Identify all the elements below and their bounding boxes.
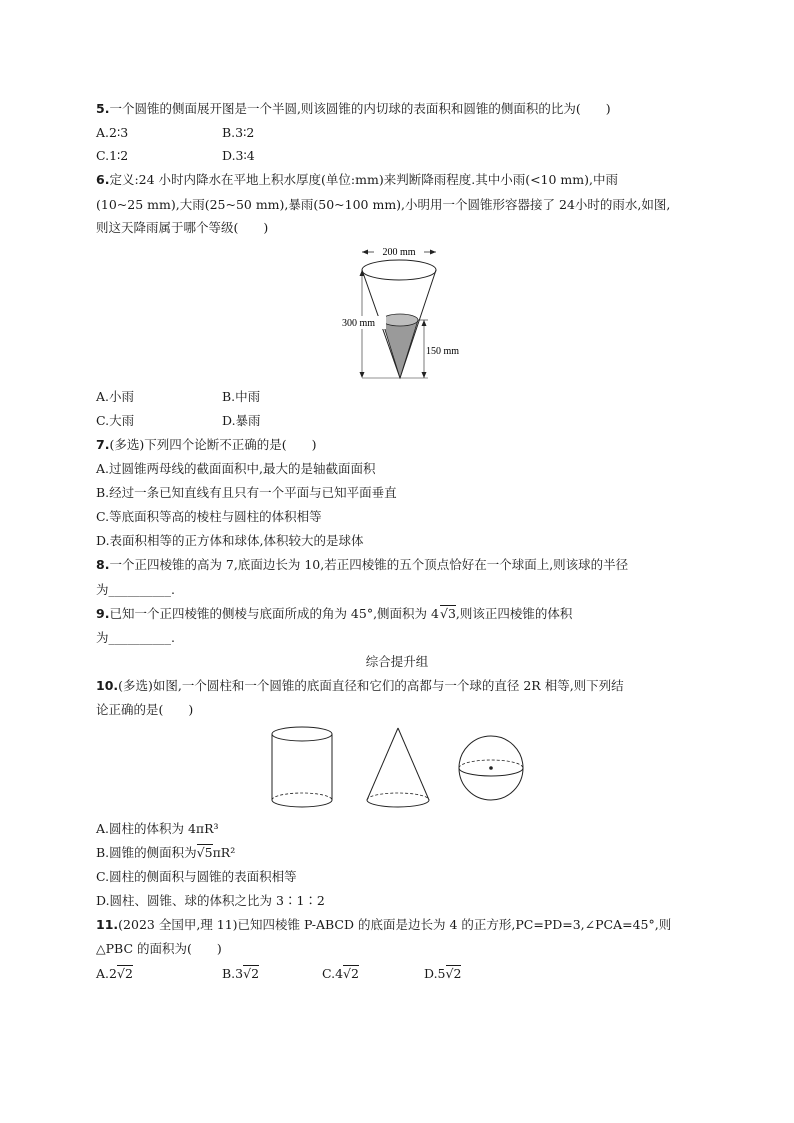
q5-text: 一个圆锥的侧面展开图是一个半圆,则该圆锥的内切球的表面积和圆锥的侧面积的比为( ) [109,101,611,116]
q5-stem [96,101,611,117]
q7-stem [96,437,316,453]
q5-option-b: B.3∶2 [222,125,255,140]
right-height-label: 150 mm [426,346,460,357]
q7-option-b: B.经过一条已知直线有且只有一个平面与已知平面垂直 [96,485,397,500]
q11-option-a [96,966,133,982]
q11-option-d-text: D.5 [424,966,446,981]
q9-stem [96,606,572,622]
section-heading: 综合提升组 [365,654,429,669]
cylinder-shape [272,727,332,807]
q10-text-line2: 论正确的是( ) [96,702,194,717]
q11-option-d [424,966,461,982]
q11-option-b-sqrt-value: 2 [251,966,260,981]
left-height-label: 300 mm [342,318,376,329]
q11-option-b [222,966,259,982]
q10-option-d: D.圆柱、圆锥、球的体积之比为 3∶1∶2 [96,893,325,908]
q7-option-d: D.表面积相等的正方体和球体,体积较大的是球体 [96,533,364,548]
q11-option-a-sqrt-value: 2 [124,966,133,981]
q11-text-line1: (2023 全国甲,理 11)已知四棱锥 P-ABCD 的底面是边长为 4 的正方形,PC=PD=3,∠PCA=45°,则 [118,917,672,932]
q10-option-b-text: B.圆锥的侧面积为 [96,845,197,860]
q10-option-b [96,845,235,861]
solids-figure [262,720,532,820]
q10-option-a: A.圆柱的体积为 4πR³ [96,821,219,836]
q9-sqrt: √ [439,606,448,621]
q5-option-c: C.1∶2 [96,148,129,163]
q10-option-c: C.圆柱的侧面积与圆锥的表面积相等 [96,869,297,884]
q5-option-a: A.2∶3 [96,125,129,140]
q10-stem [96,678,624,694]
q5-number: 5. [96,101,110,116]
cone-shape [367,728,429,807]
q6-text-line2: (10~25 mm),大雨(25~50 mm),暴雨(50~100 mm),小明用一个圆锥形容器接了 24小时的雨水,如图, [96,197,671,212]
q11-option-a-text: A.2 [96,966,117,981]
q7-number: 7. [96,437,110,452]
q6-stem-line1 [96,172,618,188]
q10-number: 10. [96,678,119,693]
q6-option-c: C.大雨 [96,413,135,428]
top-width-label: 200 mm [382,247,416,258]
q6-option-a: A.小雨 [96,389,135,404]
q8-stem [96,557,628,573]
q6-text-line3: 则这天降雨属于哪个等级( ) [96,220,269,235]
q8-text-line1: 一个正四棱锥的高为 7,底面边长为 10,若正四棱锥的五个顶点恰好在一个球面上,则该球的半径 [109,557,629,572]
q7-option-c: C.等底面积等高的棱柱与圆柱的体积相等 [96,509,322,524]
q9-number: 9. [96,606,110,621]
q11-option-b-text: B.3 [222,966,244,981]
q8-text-line2: 为__________. [96,582,175,597]
rain-cone-figure [338,240,468,382]
q9-text-line2: 为__________. [96,630,175,645]
q11-option-c-sqrt: √ [343,966,352,981]
q7-option-a: A.过圆锥两母线的截面面积中,最大的是轴截面面积 [96,461,376,476]
q5-option-d: D.3∶4 [222,148,255,163]
q10-text-line1: (多选)如图,一个圆柱和一个圆锥的底面直径和它们的高都与一个球的直径 2R 相等,则下列结 [118,678,624,693]
q11-text-line2: △PBC 的面积为( ) [96,941,222,956]
water-region [382,320,418,378]
q9-text-b: ,则该正四棱锥的体积 [455,606,573,621]
q7-text: (多选)下列四个论断不正确的是( ) [109,437,317,452]
sphere-shape [459,736,523,800]
q6-text-line1: 定义:24 小时内降水在平地上积水厚度(单位:mm)来判断降雨程度.其中小雨(<10 mm),中雨 [109,172,618,187]
q10-option-b-sqrt-value: 5 [204,845,213,860]
q11-option-d-sqrt: √ [445,966,454,981]
q9-sqrt-value: 3 [447,606,456,621]
q10-option-b-tail: πR² [212,845,236,860]
q11-option-c-sqrt-value: 2 [351,966,359,981]
q6-number: 6. [96,172,110,187]
q6-option-d: D.暴雨 [222,413,261,428]
q11-option-b-sqrt: √ [243,966,252,981]
q11-option-d-sqrt-value: 2 [453,966,462,981]
q8-number: 8. [96,557,110,572]
q11-option-a-sqrt: √ [116,966,125,981]
q9-text-a: 已知一个正四棱锥的侧棱与底面所成的角为 45°,侧面积为 4 [109,606,439,621]
q10-option-b-sqrt: √ [196,845,205,860]
q11-option-c-text: C.4 [322,966,344,981]
q11-number: 11. [96,917,119,932]
q6-option-b: B.中雨 [222,389,261,404]
q11-stem [96,917,671,933]
q11-option-c [322,966,359,982]
